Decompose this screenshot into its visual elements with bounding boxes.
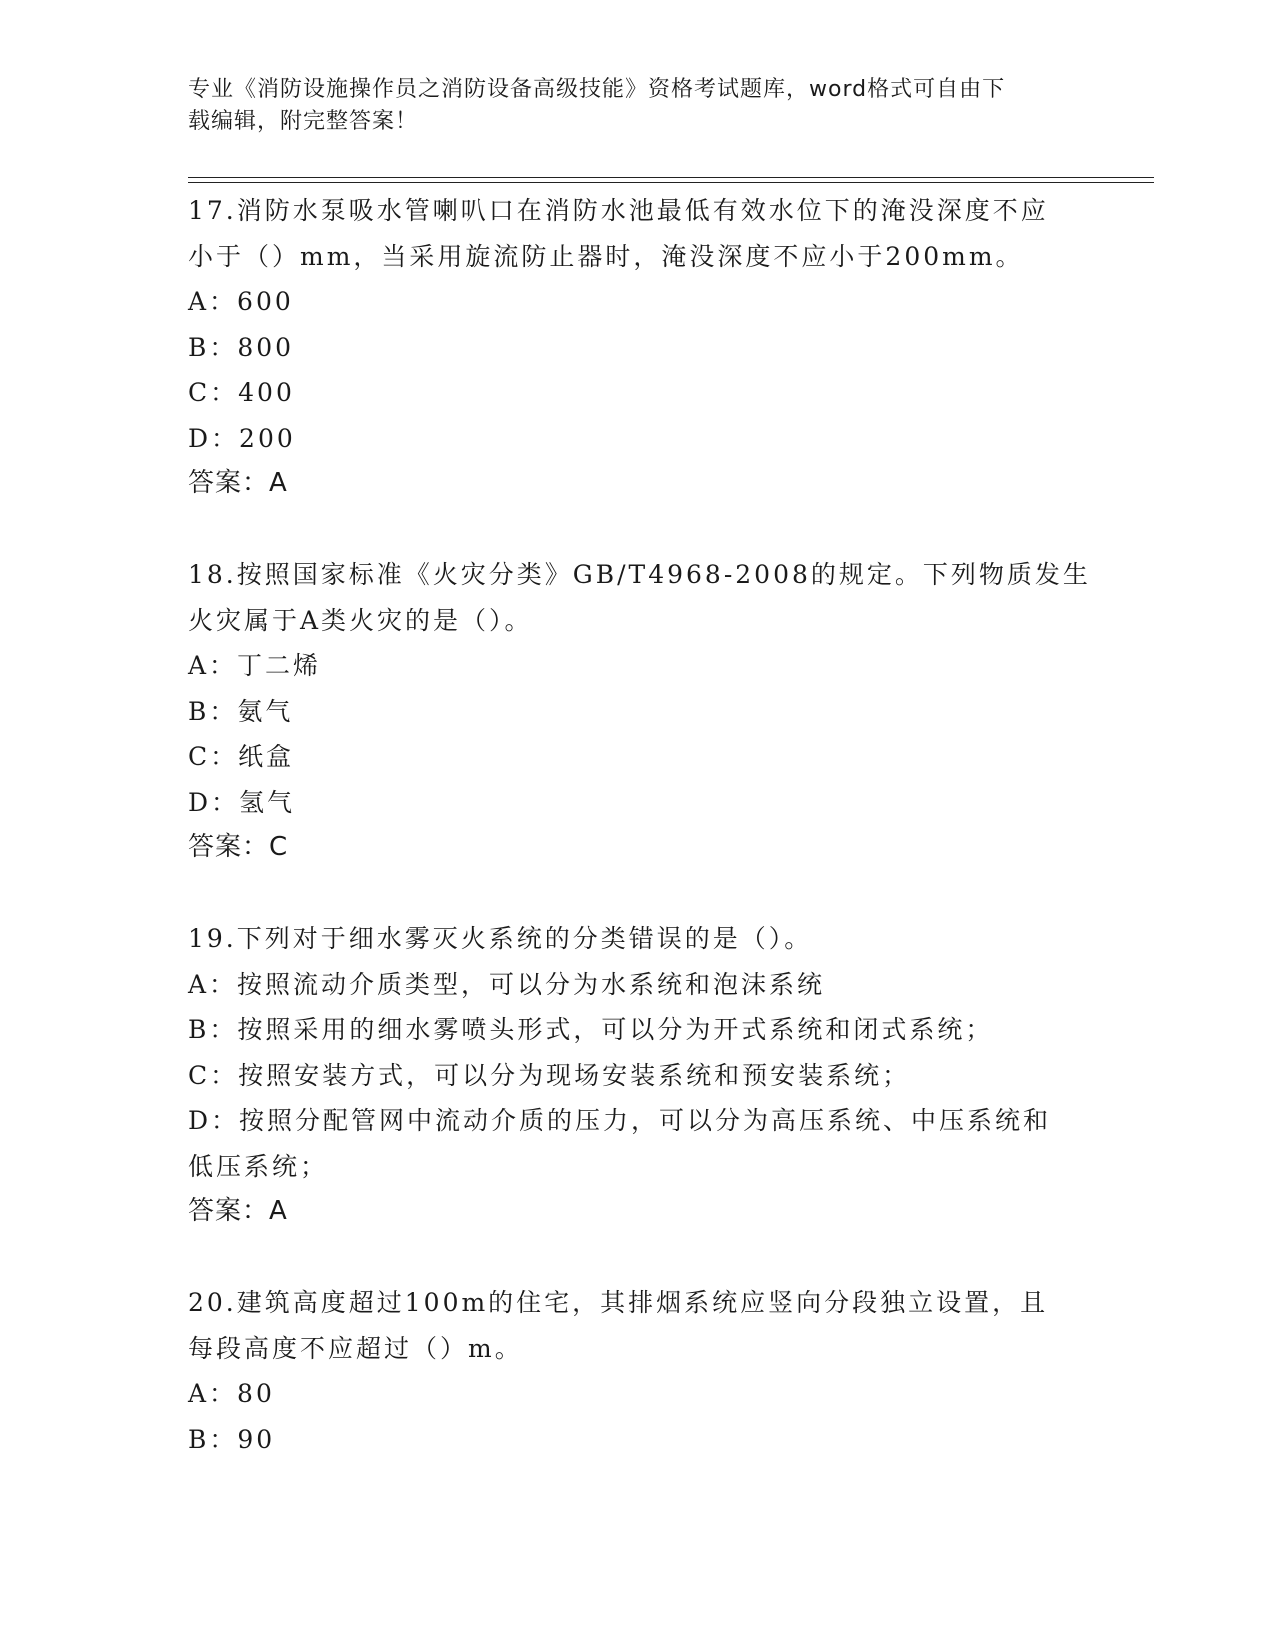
option-d: D：按照分配管网中流动介质的压力，可以分为高压系统、中压系统和 (188, 1106, 1052, 1135)
document-header (188, 74, 1068, 138)
option-b: B：按照采用的细水雾喷头形式，可以分为开式系统和闭式系统； (188, 1015, 994, 1044)
answer: 答案：C (188, 832, 289, 862)
option-b: B：氨气 (188, 696, 294, 726)
option-d: D：氢气 (188, 787, 296, 817)
answer: 答案：A (188, 1196, 288, 1226)
option-c: C：400 (188, 378, 295, 407)
option-b: B：800 (188, 332, 295, 362)
option-d: D：200 (188, 423, 296, 453)
question-stem: 17.消防水泵吸水管喇叭口在消防水池最低有效水位下的淹没深度不应 (188, 196, 1049, 225)
option-a: A：按照流动介质类型，可以分为水系统和泡沫系统 (188, 969, 826, 999)
option-a: A：丁二烯 (188, 651, 322, 680)
option-d-continued: 低压系统； (188, 1151, 329, 1181)
question-stem: 18.按照国家标准《火灾分类》GB/T4968-2008的规定。下列物质发生 (188, 560, 1091, 589)
option-c: C：纸盒 (188, 742, 295, 771)
option-a: A：600 (188, 287, 294, 316)
question-18 (188, 552, 1091, 871)
question-17 (188, 188, 1088, 507)
option-a: A：80 (188, 1379, 275, 1408)
question-20 (188, 1280, 1088, 1462)
header-line: 专业《消防设施操作员之消防设备高级技能》资格考试题库，word格式可自由下 (188, 77, 1006, 102)
question-stem: 小于（）mm，当采用旋流防止器时，淹没深度不应小于200mm。 (188, 241, 1024, 271)
answer: 答案：A (188, 468, 288, 498)
option-c: C：按照安装方式，可以分为现场安装系统和预安装系统； (188, 1060, 911, 1090)
header-divider (188, 182, 1154, 183)
header-line: 载编辑，附完整答案！ (188, 109, 419, 134)
question-19 (188, 916, 1088, 1235)
question-stem: 20.建筑高度超过100m的住宅，其排烟系统应竖向分段独立设置，且 (188, 1288, 1049, 1317)
question-stem: 每段高度不应超过（）m。 (188, 1333, 523, 1363)
header-divider (188, 177, 1154, 178)
question-stem: 19.下列对于细水雾灭火系统的分类错误的是（）。 (188, 924, 813, 953)
question-stem: 火灾属于A类火灾的是（）。 (188, 605, 533, 635)
option-b: B：90 (188, 1424, 276, 1454)
